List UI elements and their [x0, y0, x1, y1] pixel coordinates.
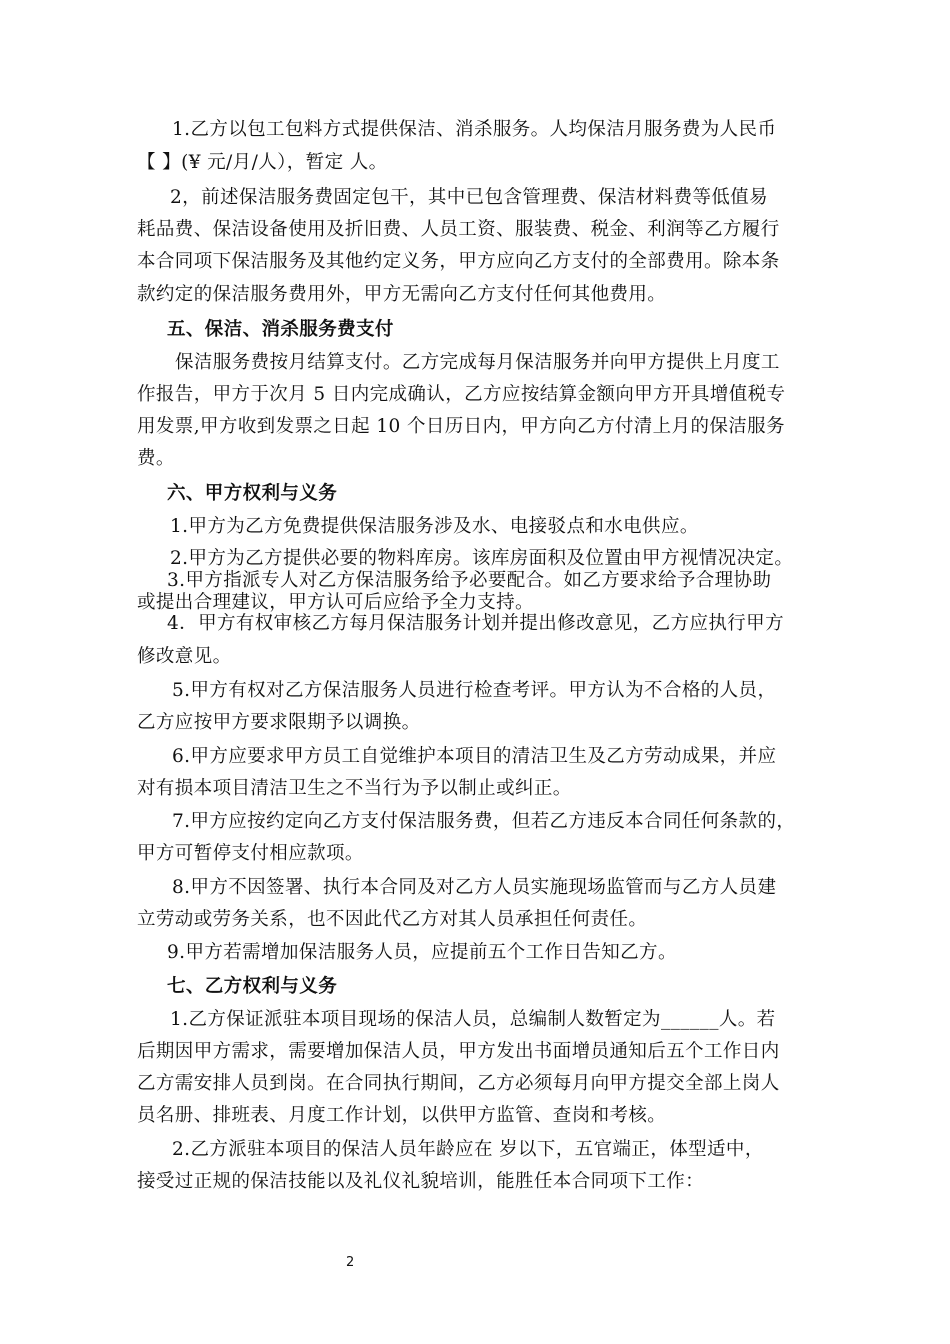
- text-line: 本合同项下保洁服务及其他约定义务，甲方应向乙方支付的全部费用。除本条: [137, 251, 780, 272]
- text-line: 立劳动或劳务关系，也不因此代乙方对其人员承担任何责任。: [137, 909, 648, 930]
- text-line: 耗品费、保洁设备使用及折旧费、人员工资、服装费、税金、利润等乙方履行: [137, 219, 780, 240]
- text-line: 甲方可暂停支付相应款项。: [137, 843, 364, 864]
- text-line: 修改意见。: [137, 646, 232, 667]
- text-line: 对有损本项目清洁卫生之不当行为予以制止或纠正。: [137, 778, 572, 799]
- text-line: 1.甲方为乙方免费提供保洁服务涉及水、电接驳点和水电供应。: [170, 516, 699, 537]
- text-line: 2.乙方派驻本项目的保洁人员年龄应在 岁以下，五官端正，体型适中，: [172, 1139, 764, 1160]
- text-line: 作报告，甲方于次月 5 日内完成确认，乙方应按结算金额向甲方开具增值税专: [137, 384, 786, 405]
- text-line: 乙方需安排人员到岗。在合同执行期间，乙方必须每月向甲方提交全部上岗人: [137, 1073, 780, 1094]
- section-heading: 七、乙方权利与义务: [167, 976, 338, 997]
- text-line: 或提出合理建议，甲方认可后应给予全力支持。: [137, 592, 534, 613]
- text-line: 1.乙方保证派驻本项目现场的保洁人员，总编制人数暂定为______人。若: [170, 1009, 776, 1030]
- text-line: 1.乙方以包工包料方式提供保洁、消杀服务。人均保洁月服务费为人民币: [172, 119, 777, 140]
- text-line: 员名册、排班表、月度工作计划，以供甲方监管、查岗和考核。: [137, 1105, 667, 1126]
- text-line: 用发票,甲方收到发票之日起 10 个日历日内，甲方向乙方付清上月的保洁服务: [137, 416, 785, 437]
- text-line: 后期因甲方需求，需要增加保洁人员，甲方发出书面增员通知后五个工作日内: [137, 1041, 780, 1062]
- text-line: 6.甲方应要求甲方员工自觉维护本项目的清洁卫生及乙方劳动成果，并应: [172, 746, 777, 767]
- section-heading: 五、保洁、消杀服务费支付: [167, 319, 394, 340]
- section-heading: 六、甲方权利与义务: [167, 483, 338, 504]
- text-line: 9.甲方若需增加保洁服务人员，应提前五个工作日告知乙方。: [167, 942, 677, 963]
- text-line: 4．甲方有权审核乙方每月保洁服务计划并提出修改意见，乙方应执行甲方: [167, 613, 784, 634]
- text-line: 保洁服务费按月结算支付。乙方完成每月保洁服务并向甲方提供上月度工: [175, 352, 780, 373]
- text-line: 接受过正规的保洁技能以及礼仪礼貌培训，能胜任本合同项下工作：: [137, 1171, 705, 1192]
- text-line: 款约定的保洁服务费用外，甲方无需向乙方支付任何其他费用。: [137, 284, 667, 305]
- text-line: 乙方应按甲方要求限期予以调换。: [137, 712, 421, 733]
- text-line: 5.甲方有权对乙方保洁服务人员进行检查考评。甲方认为不合格的人员，: [172, 680, 777, 701]
- text-line: 【 】(¥ 元/月/人），暂定 人。: [137, 152, 388, 173]
- text-line: 2，前述保洁服务费固定包干，其中已包含管理费、保洁材料费等低值易: [170, 187, 769, 208]
- page-number: 2: [346, 1255, 355, 1270]
- text-line: 2.甲方为乙方提供必要的物料库房。该库房面积及位置由甲方视情况决定。: [170, 548, 794, 569]
- text-line: 3.甲方指派专人对乙方保洁服务给予必要配合。如乙方要求给予合理协助: [167, 570, 772, 591]
- text-line: 费。: [137, 448, 175, 469]
- text-line: 8.甲方不因签署、执行本合同及对乙方人员实施现场监管而与乙方人员建: [172, 877, 777, 898]
- text-line: 7.甲方应按约定向乙方支付保洁服务费，但若乙方违反本合同任何条款的，: [172, 811, 796, 832]
